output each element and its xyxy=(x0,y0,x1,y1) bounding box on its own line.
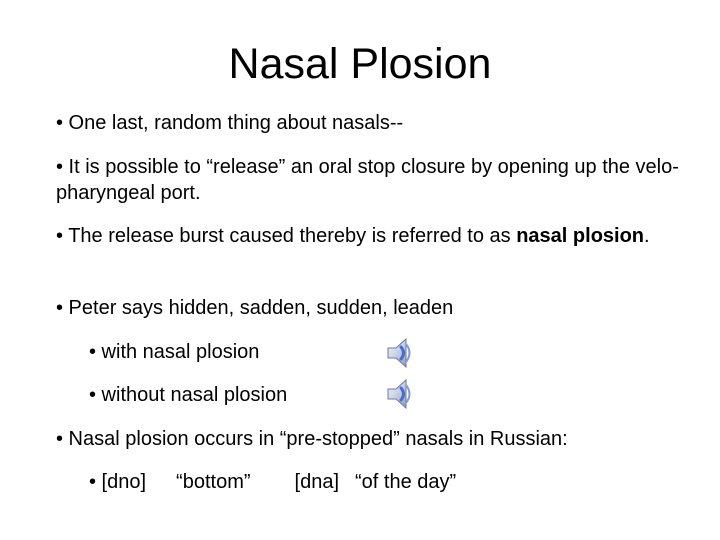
bullet-russian-prestopped: • Nasal plosion occurs in “pre-stopped” nasals in Russian: xyxy=(56,428,568,450)
speaker-icon[interactable] xyxy=(382,336,418,370)
bullet-release-burst-period: . xyxy=(644,225,650,247)
speaker-icon-graphic xyxy=(382,336,418,370)
gloss-bottom: “bottom” xyxy=(176,471,251,493)
bullet-one-last-thing: • One last, random thing about nasals-- xyxy=(56,112,404,134)
slide-title: Nasal Plosion xyxy=(228,40,492,88)
bullet-release-burst-text: • The release burst caused thereby is referred to as xyxy=(56,225,517,247)
example-dna: [dna] xyxy=(294,471,339,493)
speaker-icon[interactable] xyxy=(382,377,418,411)
speaker-icon-graphic xyxy=(382,377,418,411)
gloss-of-the-day: “of the day” xyxy=(355,471,457,493)
bullet-release-burst xyxy=(56,223,686,249)
bullet-release-closure: • It is possible to “release” an oral stop closure by opening up the velo-pharyngeal port. xyxy=(56,156,679,204)
nasal-plosion-term: nasal plosion xyxy=(516,225,645,247)
sub-bullet-without-nasal-plosion: • without nasal plosion xyxy=(89,384,288,406)
sub-bullet-with-nasal-plosion: • with nasal plosion xyxy=(89,341,260,363)
bullet-peter-says: • Peter says hidden, sadden, sudden, leaden xyxy=(56,297,454,319)
sub-bullet-russian-examples xyxy=(89,469,719,495)
example-dno: • [dno] xyxy=(89,471,147,493)
